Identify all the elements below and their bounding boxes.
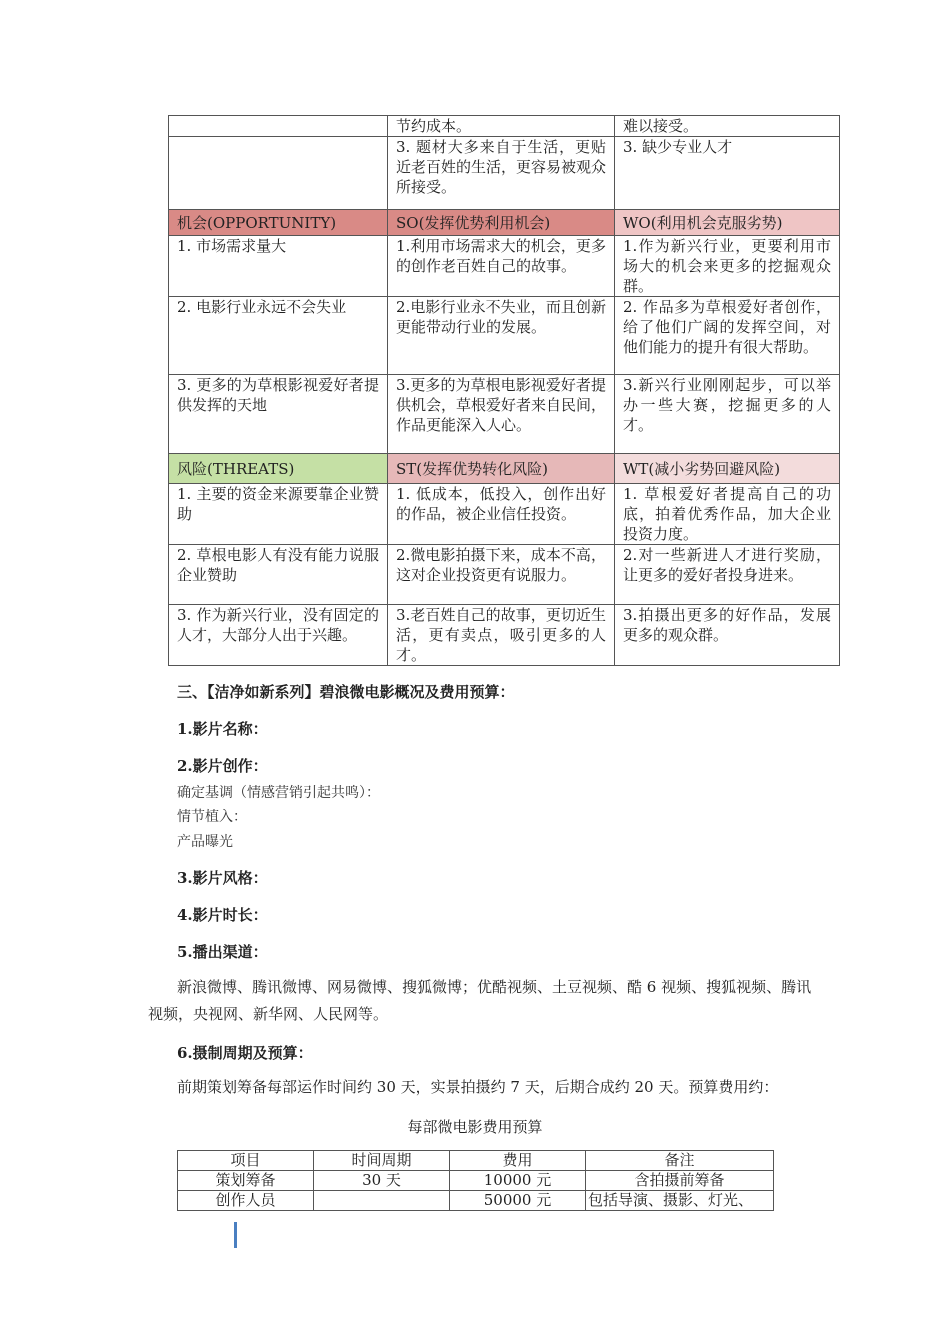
budget-cell: 50000 元 [450,1191,586,1211]
creation-line: 确定基调（情感营销引起共鸣）： [177,785,380,801]
st-header: ST(发挥优势转化风险) [388,454,615,484]
swot-cell: 1.作为新兴行业，更要利用市场大的机会来更多的挖掘观众群。 [615,236,840,297]
budget-cell: 30 天 [314,1171,450,1191]
wo-header: WO(利用机会克服劣势) [615,210,840,236]
table-row [169,545,840,605]
swot-cell: 2. 作品多为草根爱好者创作，给了他们广阔的发挥空间，对他们能力的提升有很大帮助。 [615,297,840,375]
heading-cycle-budget: 6.摄制周期及预算： [177,1044,313,1062]
budget-cell: 含拍摄前筹备 [586,1171,774,1191]
swot-cell [169,116,388,137]
swot-cell: 1.利用市场需求大的机会，更多的创作老百姓自己的故事。 [388,236,615,297]
table-row [169,375,840,454]
swot-cell: 3. 缺少专业人才 [615,137,840,210]
swot-cell: 3.老百姓自己的故事，更切近生活，更有卖点，吸引更多的人才。 [388,605,615,666]
budget-cell: 策划筹备 [178,1171,314,1191]
swot-cell: 难以接受。 [615,116,840,137]
table-row [169,137,840,210]
swot-cell: 3.拍摄出更多的好作品，发展更多的观众群。 [615,605,840,666]
swot-cell: 1. 低成本，低投入，创作出好的作品，被企业信任投资。 [388,484,615,545]
swot-cell: 3.更多的为草根电影视爱好者提供机会，草根爱好者来自民间，作品更能深入人心。 [388,375,615,454]
swot-cell [169,137,388,210]
heading-style: 3.影片风格： [177,869,268,887]
budget-cell: 创作人员 [178,1191,314,1211]
swot-cell: 2. 草根电影人有没有能力说服企业赞助 [169,545,388,605]
table-row [169,116,840,137]
opportunity-header-row [169,210,840,236]
budget-header-row [178,1151,774,1171]
heading-film-name: 1.影片名称： [177,720,268,738]
budget-cell: 包括导演、摄影、灯光、 [586,1191,774,1211]
channels-paragraph: 新浪微博、腾讯微博、网易微博、搜狐微博；优酷视频、土豆视频、酷 6 视频、搜狐视频、腾讯视频，央视网、新华网、人民网等。 [148,978,812,1023]
heading-creation: 2.影片创作： [177,757,268,775]
budget-header-cell: 时间周期 [314,1151,450,1171]
table-row [169,484,840,545]
threats-header-row [169,454,840,484]
heading-channels: 5.播出渠道： [177,943,268,961]
opportunity-header: 机会(OPPORTUNITY) [169,210,388,236]
heading-duration: 4.影片时长： [177,906,268,924]
budget-header-cell: 项目 [178,1151,314,1171]
budget-cell: 10000 元 [450,1171,586,1191]
creation-line: 情节植入： [177,809,247,825]
table-row [178,1191,774,1211]
text-cursor [234,1222,237,1248]
swot-cell: 2.对一些新进人才进行奖励，让更多的爱好者投身进来。 [615,545,840,605]
swot-table [168,115,840,666]
swot-cell: 1. 主要的资金来源要靠企业赞助 [169,484,388,545]
swot-cell: 节约成本。 [388,116,615,137]
budget-header-cell: 备注 [586,1151,774,1171]
table-row [169,236,840,297]
budget-caption: 每部微电影费用预算 [407,1118,543,1136]
budget-table [177,1150,774,1211]
table-row [169,605,840,666]
budget-cell [314,1191,450,1211]
section-title: 三、【洁净如新系列】碧浪微电影概况及费用预算： [177,683,515,701]
swot-cell: 3. 作为新兴行业，没有固定的人才，大部分人出于兴趣。 [169,605,388,666]
swot-cell: 1. 草根爱好者提高自己的功底，拍着优秀作品，加大企业投资力度。 [615,484,840,545]
threats-header: 风险(THREATS) [169,454,388,484]
swot-cell: 2. 电影行业永远不会失业 [169,297,388,375]
creation-line: 产品曝光 [177,834,233,850]
so-header: SO(发挥优势利用机会) [388,210,615,236]
wt-header: WT(减小劣势回避风险) [615,454,840,484]
table-row [178,1171,774,1191]
swot-cell: 2.电影行业永不失业，而且创新更能带动行业的发展。 [388,297,615,375]
budget-header-cell: 费用 [450,1151,586,1171]
cycle-paragraph: 前期策划筹备每部运作时间约 30 天，实景拍摄约 7 天，后期合成约 20 天。预算费用约： [177,1078,779,1096]
swot-cell: 3.新兴行业刚刚起步，可以举办一些大赛，挖掘更多的人才。 [615,375,840,454]
swot-cell: 3. 更多的为草根影视爱好者提供发挥的天地 [169,375,388,454]
swot-cell: 2.微电影拍摄下来，成本不高，这对企业投资更有说服力。 [388,545,615,605]
swot-cell: 3. 题材大多来自于生活，更贴近老百姓的生活，更容易被观众所接受。 [388,137,615,210]
swot-cell: 1. 市场需求量大 [169,236,388,297]
table-row [169,297,840,375]
